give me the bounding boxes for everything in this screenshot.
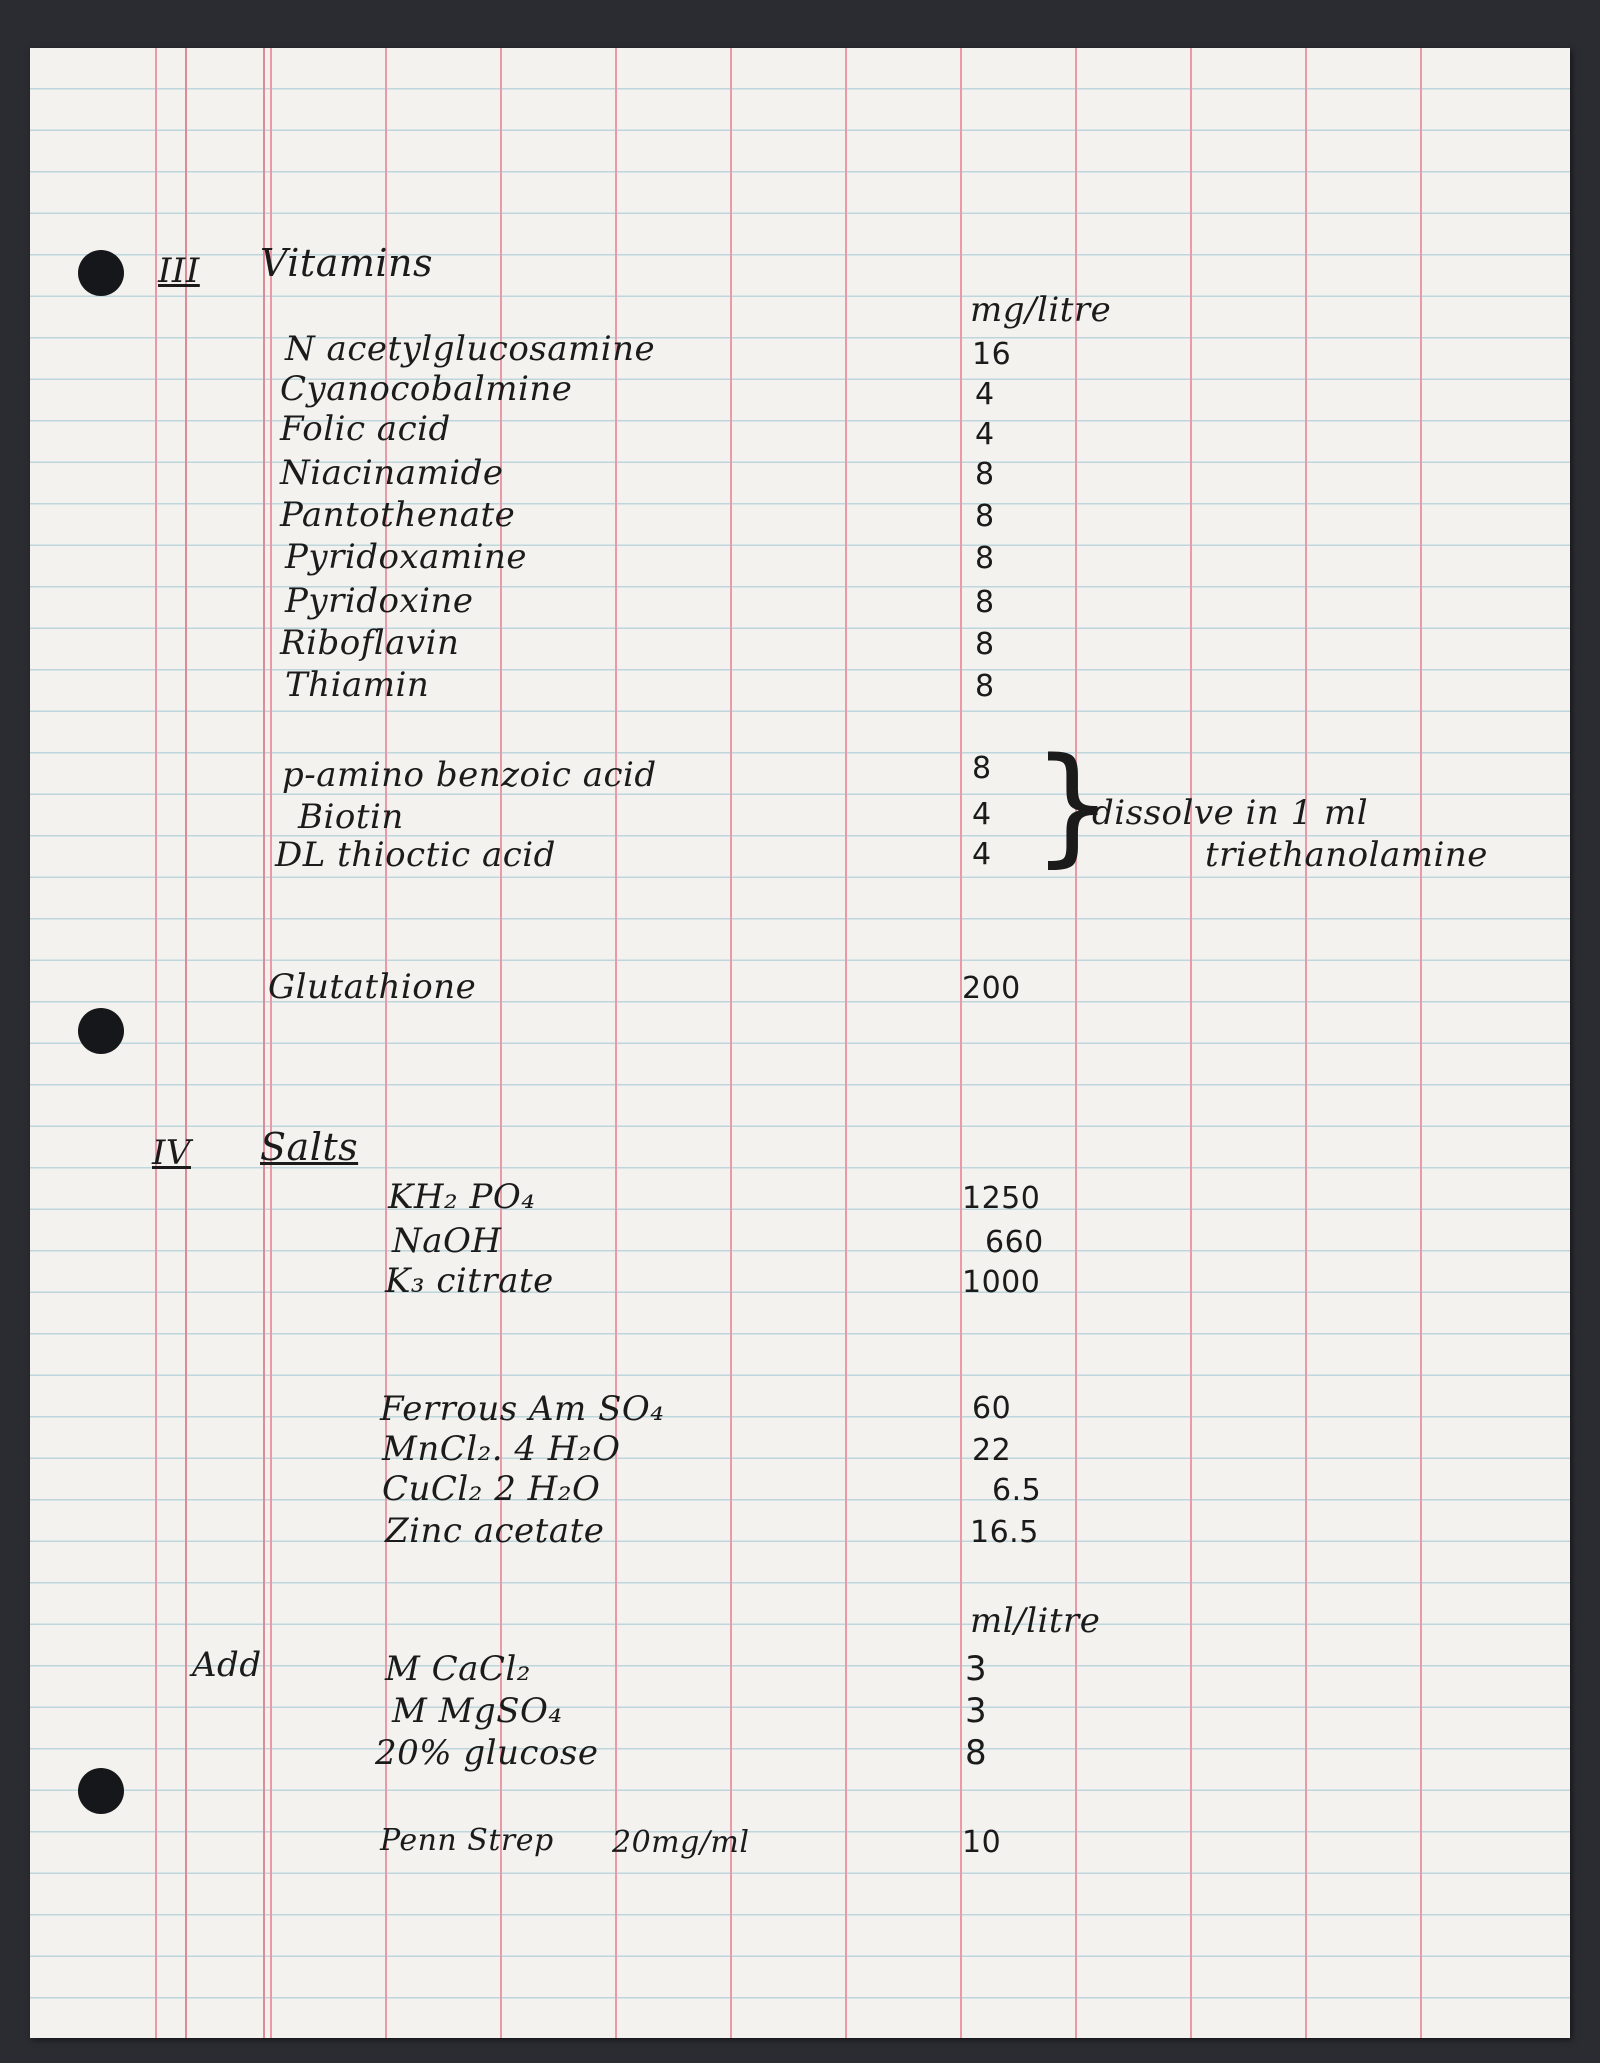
list-item-value: 200 <box>962 971 1021 1006</box>
list-item-name: Niacinamide <box>280 453 504 493</box>
section-numeral: IV <box>152 1133 191 1173</box>
margin-line <box>1190 48 1192 2038</box>
list-item-name: DL thioctic acid <box>275 835 556 875</box>
list-item-value: 8 <box>965 1733 988 1773</box>
list-item-value: 1000 <box>962 1265 1041 1300</box>
list-item-name: Cyanocobalmine <box>280 369 573 409</box>
list-item-value: 4 <box>975 377 995 412</box>
brace-icon: } <box>1032 731 1114 880</box>
list-item-name: K₃ citrate <box>385 1261 554 1301</box>
list-item-name: MnCl₂. 4 H₂O <box>382 1429 621 1469</box>
margin-line <box>845 48 847 2038</box>
margin-line <box>270 48 272 2038</box>
list-item-value: 8 <box>975 541 995 576</box>
list-item-value: 1250 <box>962 1181 1041 1216</box>
list-item-name: N acetylglucosamine <box>285 329 656 369</box>
list-item-name: Thiamin <box>285 665 430 705</box>
list-item-value: 8 <box>975 669 995 704</box>
list-item-name: Biotin <box>298 797 404 837</box>
section-heading: Salts <box>260 1125 359 1169</box>
section-heading: Vitamins <box>260 241 434 285</box>
list-item-name: Pyridoxamine <box>285 537 528 577</box>
section-numeral: III <box>158 251 200 291</box>
margin-line <box>1305 48 1307 2038</box>
margin-line <box>1075 48 1077 2038</box>
list-item-name: 20% glucose <box>375 1733 599 1773</box>
list-item-value: 4 <box>972 797 992 832</box>
list-item-name: Penn Strep <box>380 1823 554 1858</box>
list-item-name: Glutathione <box>268 967 477 1007</box>
list-item-name: M MgSO₄ <box>392 1691 563 1731</box>
list-item-value: 660 <box>985 1225 1044 1260</box>
list-item-value: 3 <box>965 1691 988 1731</box>
list-item-name: Folic acid <box>280 409 451 449</box>
list-item-name: M CaCl₂ <box>385 1649 531 1689</box>
binder-hole <box>78 1008 124 1054</box>
list-item-value: 4 <box>975 417 995 452</box>
binder-hole <box>78 250 124 296</box>
list-item-value: 3 <box>965 1649 988 1689</box>
list-item-name: Pyridoxine <box>285 581 474 621</box>
list-item-name: Riboflavin <box>280 623 460 663</box>
list-item-concentration: 20mg/ml <box>612 1825 750 1860</box>
list-item-value: 8 <box>975 457 995 492</box>
list-item-value: 22 <box>972 1433 1012 1468</box>
margin-line <box>730 48 732 2038</box>
list-item-value: 8 <box>975 585 995 620</box>
group-note: triethanolamine <box>1205 835 1488 875</box>
list-item-value: 4 <box>972 837 992 872</box>
margin-line <box>155 48 157 2038</box>
list-item-value: 16.5 <box>970 1515 1039 1550</box>
list-item-name: NaOH <box>392 1221 502 1261</box>
list-item-name: Pantothenate <box>280 495 516 535</box>
list-item-value: 8 <box>975 627 995 662</box>
unit-header: mg/litre <box>970 290 1112 330</box>
list-item-value: 8 <box>972 751 992 786</box>
list-item-name: p-amino benzoic acid <box>282 755 657 795</box>
unit-header: ml/litre <box>970 1601 1101 1641</box>
list-item-name: KH₂ PO₄ <box>388 1177 536 1217</box>
margin-line <box>1420 48 1422 2038</box>
notebook-page <box>30 48 1570 2038</box>
add-label: Add <box>192 1645 262 1685</box>
list-item-name: Ferrous Am SO₄ <box>380 1389 665 1429</box>
list-item-name: CuCl₂ 2 H₂O <box>382 1469 601 1509</box>
binder-hole <box>78 1768 124 1814</box>
list-item-value: 10 <box>962 1825 1002 1860</box>
list-item-name: Zinc acetate <box>385 1511 605 1551</box>
margin-line <box>960 48 962 2038</box>
list-item-value: 8 <box>975 499 995 534</box>
group-note: dissolve in 1 ml <box>1092 793 1369 833</box>
list-item-value: 16 <box>972 337 1012 372</box>
list-item-value: 6.5 <box>992 1473 1042 1508</box>
list-item-value: 60 <box>972 1391 1012 1426</box>
